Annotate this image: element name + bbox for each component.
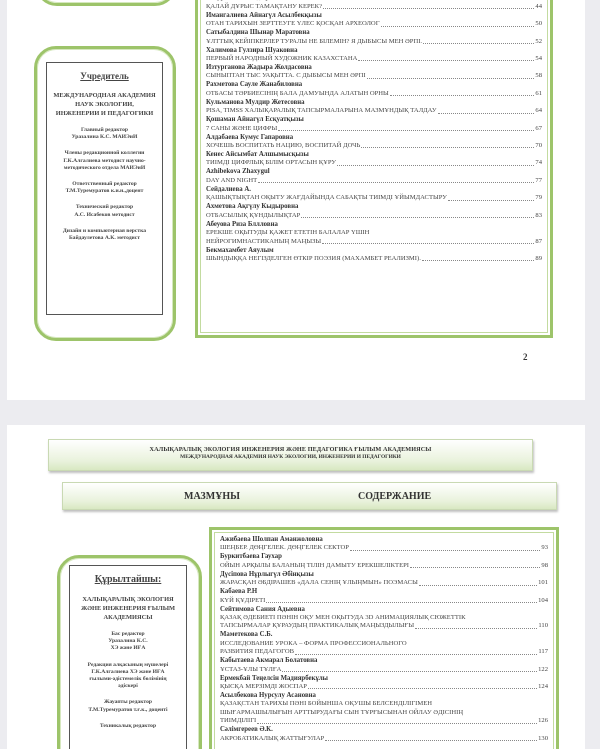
entry-page-number: 67	[535, 124, 542, 132]
editorial-block	[70, 723, 186, 730]
founder-title: Учредитель	[80, 71, 129, 81]
entry-title-row	[206, 107, 542, 115]
document-page-3	[7, 425, 585, 749]
editorial-block	[47, 228, 162, 242]
dot-leader	[337, 165, 534, 166]
entry-title-row	[206, 38, 542, 46]
editorial-line: Байдаулетова А.К. методист	[68, 235, 141, 242]
editorial-line: Жауапты редактор	[103, 699, 153, 706]
entry-title: ҚАЗАҚ ӘДЕБИЕТІ ПӘНІН ОҚУ МЕН ОҚЫТУДА 3D АНИМАЦИЯЛЫҚ СЮЖЕТТІК	[220, 614, 466, 622]
entry-author: Халимова Гулзира Шуаковна	[206, 46, 298, 54]
contents-entry[interactable]	[206, 0, 542, 11]
contents-entry[interactable]	[206, 29, 542, 46]
entry-title-row	[206, 72, 542, 80]
entry-title-row	[206, 159, 542, 167]
entry-page-number: 44	[535, 2, 542, 10]
contents-list	[206, 0, 542, 264]
dot-leader	[278, 130, 534, 131]
entry-title: ҚАЗАҚСТАН ТАРИХЫ ПӘНІ БОЙЫНША ОҚУШЫ БЕЛСЕНДІЛІГІМЕН	[220, 700, 433, 708]
editorial-line: Ответственный редактор	[72, 181, 137, 188]
entry-title: ЕРЕКШЕ ОҚЫТУДЫ ҚАЖЕТ ЕТЕТІН БАЛАЛАР ҮШІН	[206, 229, 370, 237]
contents-entry[interactable]	[220, 692, 548, 726]
contents-entry[interactable]	[206, 116, 542, 133]
entry-title-row	[220, 648, 548, 656]
entry-page-number: 54	[535, 55, 542, 63]
entry-title: ИССЛЕДОВАНИЕ УРОКА – ФОРМА ПРОФЕССИОНАЛЬНОГО	[220, 639, 407, 647]
editorial-block	[47, 150, 162, 172]
dot-leader	[325, 740, 537, 741]
entry-author: Сатыбалдина Шынар Маратовна	[206, 29, 310, 37]
entry-author: Сәлімгереев Ә.К.	[220, 726, 273, 734]
dot-leader	[448, 200, 535, 201]
contents-box	[195, 0, 553, 338]
entry-title-row	[206, 255, 542, 263]
entry-page-number: 124	[538, 683, 548, 691]
entry-title-row	[206, 194, 542, 202]
contents-entry[interactable]	[206, 99, 542, 116]
entry-title-row	[220, 597, 548, 605]
entry-title: ШЫҒАРМАШЫЛЫҒЫН АРТТЫРУДАҒЫ СЫН ТҰРҒЫСЫНАН ОЙЛАУ ӘДІСІНІҢ	[220, 708, 464, 716]
founder-inner	[46, 62, 163, 315]
founder-org-kz: ХАЛЫҚАРАЛЫҚ ЭКОЛОГИЯ ЖӘНЕ ИНЖЕНЕРИЯ ҒЫЛЫМ АКАДЕМИЯСЫ	[80, 596, 176, 621]
editorial-line: Уразалина К.С. МАИЭиИ	[71, 134, 138, 141]
page-number: 2	[523, 352, 528, 362]
dot-leader	[415, 628, 537, 629]
entry-title: ШЕҢБЕР. ДӨҢГЕЛЕК. ДӨҢГЕЛЕК СЕКТОР	[220, 544, 349, 552]
entry-author: Маметекова С.Б.	[220, 631, 273, 639]
dot-leader	[266, 602, 537, 603]
contents-entry[interactable]	[220, 631, 548, 656]
entry-author: Кабаева Р.Н	[220, 588, 258, 596]
entry-author: Ажибаева Шолпан Аманжоловна	[220, 536, 323, 543]
entry-title: ҚАШЫҚТЫҚТАН ОҚЫТУ ЖАҒДАЙЫНДА САБАҚТЫ ТИІМДІ ҰЙЫМДАСТЫРУ	[206, 194, 447, 202]
dot-leader	[419, 585, 537, 586]
entry-author: Буркитбаева Гаухар	[220, 553, 282, 561]
entry-page-number: 110	[538, 622, 548, 630]
entry-author: Бекмахамбет Аяулым	[206, 246, 274, 254]
entry-author: Дүсіпова Нұрлыгүл Әбінқызы	[220, 570, 314, 578]
editorial-line: Редакция алқасының мүшелері	[87, 661, 169, 668]
dot-leader	[410, 567, 540, 568]
dot-leader	[367, 78, 535, 79]
entry-title: НЕЙРОГИМНАСТИКАНЫҢ МАҢЫЗЫ	[206, 237, 322, 245]
document-page-2	[7, 0, 585, 400]
dot-leader	[350, 550, 541, 551]
entry-title-row	[206, 212, 542, 220]
dot-leader	[308, 688, 537, 689]
entry-title: ОТБАСЫ ТӘРБИЕСІНІҢ БАЛА ДАМУЫНДА АЛАТЫН ОРНЫ	[206, 89, 389, 97]
entry-page-number: 74	[535, 159, 542, 167]
entry-title: ОЙЫН АРҚЫЛЫ БАЛАНЫҢ ТІЛІН ДАМЫТУ ЕРЕКШЕЛІКТЕРІ	[220, 561, 409, 569]
dot-leader	[358, 60, 534, 61]
entry-page-number: 83	[535, 211, 542, 219]
entry-title-row	[206, 238, 542, 246]
entry-author: Абеуова Риза Бллловна	[206, 220, 278, 228]
entry-author: Сейтимова Сания Адыевна	[220, 605, 305, 613]
contents-entry[interactable]	[206, 221, 542, 246]
contents-entry[interactable]	[220, 657, 548, 674]
entry-page-number: 130	[538, 734, 548, 742]
dot-leader	[361, 147, 534, 148]
dot-leader	[390, 95, 535, 96]
entry-author: Кульманова Мулдир Жетесовна	[206, 98, 305, 106]
entry-title-row	[206, 3, 542, 11]
entry-title-row	[206, 20, 542, 28]
contents-entry[interactable]	[206, 203, 542, 220]
editorial-line: Бас редактор	[111, 631, 145, 637]
entry-author: Рахметова Сауле Жанабиловна	[206, 81, 303, 89]
entry-page-number: 117	[538, 648, 548, 656]
editorial-line: Г.К.Алгалиева методист научно-	[63, 157, 146, 164]
dot-leader	[422, 260, 535, 261]
entry-title-row	[220, 683, 548, 691]
entry-title: ҚАЛАЙ ДҰРЫС ТАМАҚТАНУ КЕРЕК?	[206, 2, 322, 10]
entry-title-row	[220, 579, 548, 587]
entry-author: Кенес Айсымбат Алшымысқызы	[206, 151, 309, 159]
dot-leader	[423, 43, 534, 44]
entry-author: Қошаман Айнагүл Есқуатқызы	[206, 116, 304, 124]
editorial-line: ХЭ және ИҒА	[110, 645, 146, 652]
entry-page-number: 126	[538, 717, 548, 725]
academy-name-ru: МЕЖДУНАРОДНАЯ АКАДЕМИЯ НАУК ЭКОЛОГИИ, ИНЖЕНЕРИИ И ПЕДАГОГИКИ	[180, 454, 401, 460]
entry-title-row	[206, 55, 542, 63]
academy-name-kz: ХАЛЫҚАРАЛЫҚ ЭКОЛОГИЯ ИНЖЕНЕРИЯ ЖӘНЕ ПЕДАГОГИКА ҒЫЛЫМ АКАДЕМИЯСЫ	[149, 446, 432, 453]
contents-entry[interactable]	[206, 151, 542, 168]
contents-entry[interactable]	[220, 571, 548, 588]
entry-title: РАЗВИТИЯ ПЕДАГОГОВ	[220, 648, 294, 656]
dot-leader	[258, 182, 534, 183]
editorial-line: Дизайн и компьютерная верстка	[62, 227, 147, 234]
entry-page-number: 101	[538, 579, 548, 587]
entry-author: Кабытаева Акмарал Болатовна	[220, 657, 318, 665]
dot-leader	[295, 654, 537, 655]
editorial-line: ғылыми-әдістемелік бөлімінің	[89, 676, 167, 683]
entry-page-number: 50	[535, 20, 542, 28]
entry-page-number: 122	[538, 665, 548, 673]
entry-title: ТИІМДІЛІГІ	[220, 717, 257, 725]
entry-title: ҰСТАЗ-ҰЛЫ ТҰЛҒА	[220, 665, 282, 673]
previous-info-box	[35, 0, 177, 6]
entry-title: СЫНЫПТАН ТЫС УАҚЫТТА. С ДЫБЫСЫ МЕН ӘРПІ	[206, 72, 366, 80]
entry-title-row	[206, 125, 542, 133]
editorial-line: методического отдела МАИЭиИ	[63, 164, 146, 171]
entry-page-number: 64	[535, 107, 542, 115]
entry-title: КҮЙ ҚҰДІРЕТІ	[220, 596, 266, 604]
editorial-line: Г.К.Алгалиева ХЭ және ИҒА	[91, 668, 165, 675]
contents-label-kz: МАЗМҰНЫ	[184, 491, 240, 502]
contents-entry[interactable]	[206, 47, 542, 64]
entry-title: ПЕРВЫЙ НАРОДНЫЙ ХУДОЖНИК КАЗАХСТАНА	[206, 55, 358, 63]
entry-title: PISA, TIMSS ХАЛЫҚАРАЛЫҚ ТАПСЫРМАЛАРЫНА МАЗМҰНДЫҚ ТАЛДАУ	[206, 107, 437, 115]
entry-title: ТИІМДІ ЦИФРЛЫҚ БІЛІМ ОРТАСЫН ҚҰРУ	[206, 159, 337, 167]
entry-title: ҰЛТТЫҚ КЕЙІПКЕРЛЕР ТУРАЛЫ НЕ БІЛЕМІН? Я ДЫБЫСЫ МЕН ӘРПІ.	[206, 37, 423, 45]
entry-title-row	[220, 666, 548, 674]
contents-entry[interactable]	[206, 186, 542, 203]
contents-entry[interactable]	[220, 536, 548, 553]
editorial-block	[47, 204, 162, 218]
dot-leader	[257, 723, 537, 724]
entry-author: Azhibekova Zhaxygul	[206, 168, 270, 176]
dot-leader	[322, 243, 534, 244]
entry-author: Асылбекова Нурсулу Асановна	[220, 692, 316, 700]
contents-entry[interactable]	[206, 64, 542, 81]
editorial-blocks-kz	[70, 631, 186, 730]
contents-entry[interactable]	[206, 134, 542, 151]
contents-header-banner	[62, 482, 557, 510]
founder-box-kz	[57, 555, 202, 749]
founder-title-kz: Құрылтайшы:	[94, 574, 162, 585]
editorial-line: Технический редактор	[75, 204, 134, 211]
entry-page-number: 70	[535, 142, 542, 150]
contents-entry[interactable]	[220, 553, 548, 570]
editorial-line: Т.М.Туремуратов к.и.н.,доцент	[65, 188, 144, 195]
entry-author: Сейдалиева А.	[206, 185, 251, 193]
founder-box	[34, 46, 176, 341]
editorial-block	[47, 127, 162, 141]
editorial-block	[70, 631, 186, 653]
entry-author: Изтурганова Жадыра Жолдасовна	[206, 64, 312, 72]
entry-title-row	[220, 562, 548, 570]
entry-title-row	[220, 717, 548, 725]
entry-title-row	[206, 177, 542, 185]
entry-title-row	[206, 90, 542, 98]
founder-inner-kz	[69, 565, 187, 749]
entry-page-number: 87	[535, 237, 542, 245]
entry-title-row	[220, 735, 548, 743]
entry-page-number: 104	[538, 596, 548, 604]
founder-org: МЕЖДУНАРОДНАЯ АКАДЕМИЯ НАУК ЭКОЛОГИИ, ИНЖЕНЕРИИ И ПЕДАГОГИКИ	[53, 92, 156, 117]
editorial-line: Уразалина К.С.	[108, 638, 148, 645]
contents-entry[interactable]	[220, 606, 548, 631]
entry-title-row	[220, 622, 548, 630]
academy-header-banner	[48, 439, 533, 471]
entry-author: Алдабаева Кумус Гапаровна	[206, 133, 294, 141]
editorial-block	[70, 662, 186, 691]
contents-entry[interactable]	[206, 12, 542, 29]
entry-page-number: 52	[535, 37, 542, 45]
dot-leader	[381, 26, 535, 27]
entry-title: 7 САНЫ ЖӘНЕ ЦИФРЫ	[206, 124, 278, 132]
editorial-line: Т.М.Туремуратов т.ғ.к., доценті	[88, 706, 168, 713]
entry-page-number: 58	[535, 72, 542, 80]
contents-entry[interactable]	[220, 588, 548, 605]
entry-page-number: 89	[535, 254, 542, 262]
entry-page-number: 77	[535, 176, 542, 184]
entry-title: ШЫНДЫҚҚА НЕГІЗДЕЛГЕН ӨТКІР ПОЭЗИЯ (МАХАМБЕТ РЕАЛИЗМІ).	[206, 254, 421, 262]
dot-leader	[282, 671, 537, 672]
editorial-line: Техникалық редактор	[99, 722, 157, 729]
entry-title: ОТБАСЫЛЫҚ ҚҰНДЫЛЫҚТАР	[206, 211, 301, 219]
contents-entry[interactable]	[220, 726, 548, 743]
entry-page-number: 61	[535, 89, 542, 97]
editorial-blocks	[47, 127, 162, 242]
editorial-line: Главный редактор	[80, 127, 129, 133]
editorial-line: А.С. Исабеков методист	[74, 211, 135, 218]
entry-title-row	[220, 544, 548, 552]
editorial-line: әдіскері	[118, 683, 138, 690]
entry-title: ТАПСЫРМАЛАР ҚҰРАУДЫҢ ПРАКТИКАЛЫҚ МАҢЫЗДЫЛЫҒЫ	[220, 622, 415, 630]
contents-box-kz	[209, 527, 559, 749]
entry-title: ОТАН ТАРИХЫН ЗЕРТТЕУГЕ ҮЛЕС ҚОСҚАН АРХЕОЛОГ	[206, 20, 380, 28]
entry-title-row	[206, 142, 542, 150]
dot-leader	[323, 8, 534, 9]
editorial-block	[70, 699, 186, 713]
entry-title: ЖАРАСҚАН ӘБДІРАШЕВ «ДАЛА СЕНІҢ ҰЛЫҢМЫН» ПОЭМАСЫ	[220, 579, 418, 587]
dot-leader	[301, 217, 534, 218]
editorial-block	[47, 181, 162, 195]
contents-entry[interactable]	[206, 168, 542, 185]
entry-page-number: 79	[535, 194, 542, 202]
entry-title: DAY AND NIGHT	[206, 176, 258, 184]
contents-list-kz	[220, 536, 548, 744]
contents-entry[interactable]	[206, 247, 542, 264]
contents-entry[interactable]	[206, 81, 542, 98]
entry-title: ХОЧЕШЬ ВОСПИТАТЬ НАЦИЮ, ВОСПИТАЙ ДОЧЬ	[206, 142, 361, 150]
entry-author: Ахметова Ақгүлу Кыдыровна	[206, 203, 299, 211]
entry-author: Ермекбай Теңелсін Мадиярбекұлы	[220, 674, 328, 682]
contents-entry[interactable]	[220, 675, 548, 692]
entry-author: Имангалиева Айнагүл Асылбекқызы	[206, 11, 322, 19]
contents-label-ru: СОДЕРЖАНИЕ	[358, 491, 432, 502]
editorial-line: Члены редакционной коллегии	[64, 150, 145, 157]
entry-page-number: 93	[541, 544, 548, 552]
dot-leader	[438, 113, 535, 114]
entry-title: ҚЫСҚА МЕРЗІМДІ ЖОСПАР	[220, 683, 307, 691]
entry-page-number: 98	[541, 561, 548, 569]
entry-title: АКРОБАТИКАЛЫҚ ЖАТТЫҒУЛАР	[220, 734, 325, 742]
